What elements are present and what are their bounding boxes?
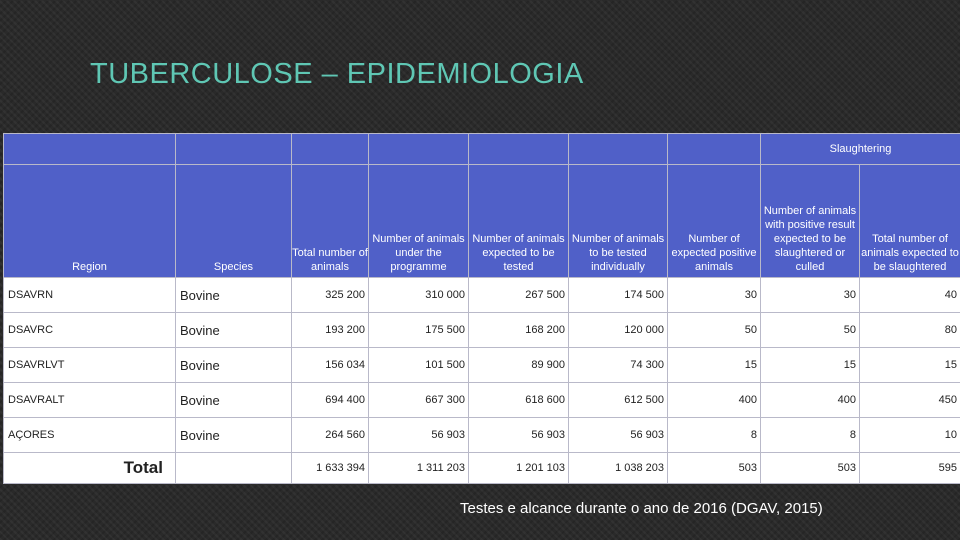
cell-value: 56 903	[569, 418, 668, 453]
cell-value: 264 560	[292, 418, 369, 453]
table-row	[4, 278, 960, 313]
header-spacer	[176, 134, 292, 165]
cell-value: 174 500	[569, 278, 668, 313]
slide-title: TUBERCULOSE – EPIDEMIOLOGIA	[90, 58, 584, 90]
data-table-container	[3, 133, 960, 484]
slide-caption: Testes e alcance durante o ano de 2016 (DGAV, 2015)	[460, 500, 823, 517]
cell-species: Bovine	[176, 348, 292, 383]
total-label: Total	[4, 453, 176, 484]
cell-species: Bovine	[176, 418, 292, 453]
cell-species: Bovine	[176, 313, 292, 348]
column-header-positive-slaughtered: Number of animals with positive result expected to be slaughtered or culled	[761, 165, 860, 278]
total-value: 1 311 203	[369, 453, 469, 484]
column-header-expected-positive: Number of expected positive animals	[668, 165, 761, 278]
cell-region: DSAVRC	[4, 313, 176, 348]
cell-value: 618 600	[469, 383, 569, 418]
table-row	[4, 313, 960, 348]
table-row	[4, 383, 960, 418]
column-header-under-programme: Number of animals under the programme	[369, 165, 469, 278]
cell-empty	[176, 453, 292, 484]
header-spacer	[369, 134, 469, 165]
total-value: 503	[761, 453, 860, 484]
table-row	[4, 348, 960, 383]
column-header-species: Species	[176, 165, 292, 278]
header-row-group	[4, 134, 960, 165]
cell-value: 74 300	[569, 348, 668, 383]
cell-value: 89 900	[469, 348, 569, 383]
cell-value: 193 200	[292, 313, 369, 348]
header-spacer	[569, 134, 668, 165]
cell-value: 450	[860, 383, 960, 418]
cell-value: 612 500	[569, 383, 668, 418]
cell-species: Bovine	[176, 278, 292, 313]
cell-region: DSAVRN	[4, 278, 176, 313]
cell-value: 40	[860, 278, 960, 313]
cell-value: 50	[668, 313, 761, 348]
cell-value: 400	[761, 383, 860, 418]
cell-value: 15	[860, 348, 960, 383]
cell-value: 267 500	[469, 278, 569, 313]
total-value: 595	[860, 453, 960, 484]
total-value: 1 038 203	[569, 453, 668, 484]
cell-value: 120 000	[569, 313, 668, 348]
cell-value: 15	[668, 348, 761, 383]
cell-species: Bovine	[176, 383, 292, 418]
cell-region: DSAVRLVT	[4, 348, 176, 383]
column-header-expected-tested: Number of animals expected to be tested	[469, 165, 569, 278]
cell-region: DSAVRALT	[4, 383, 176, 418]
cell-region: AÇORES	[4, 418, 176, 453]
cell-value: 30	[761, 278, 860, 313]
cell-value: 325 200	[292, 278, 369, 313]
header-spacer	[4, 134, 176, 165]
slaughtering-group-header: Slaughtering	[761, 134, 960, 165]
cell-value: 400	[668, 383, 761, 418]
cell-value: 50	[761, 313, 860, 348]
column-header-total-animals: Total number of animals	[292, 165, 369, 278]
cell-value: 175 500	[369, 313, 469, 348]
cell-value: 10	[860, 418, 960, 453]
cell-value: 56 903	[469, 418, 569, 453]
cell-value: 694 400	[292, 383, 369, 418]
header-spacer	[668, 134, 761, 165]
header-row-columns	[4, 165, 960, 278]
cell-value: 8	[761, 418, 860, 453]
total-value: 1 201 103	[469, 453, 569, 484]
cell-value: 101 500	[369, 348, 469, 383]
cell-value: 15	[761, 348, 860, 383]
table-row	[4, 418, 960, 453]
cell-value: 56 903	[369, 418, 469, 453]
cell-value: 156 034	[292, 348, 369, 383]
cell-value: 310 000	[369, 278, 469, 313]
total-value: 503	[668, 453, 761, 484]
cell-value: 168 200	[469, 313, 569, 348]
column-header-total-slaughtered: Total number of animals expected to be slaughtered	[860, 165, 960, 278]
tuberculosis-data-table	[3, 133, 960, 484]
column-header-region: Region	[4, 165, 176, 278]
total-value: 1 633 394	[292, 453, 369, 484]
cell-value: 8	[668, 418, 761, 453]
cell-value: 667 300	[369, 383, 469, 418]
header-spacer	[292, 134, 369, 165]
total-row	[4, 453, 960, 484]
cell-value: 80	[860, 313, 960, 348]
header-spacer	[469, 134, 569, 165]
column-header-tested-individually: Number of animals to be tested individually	[569, 165, 668, 278]
cell-value: 30	[668, 278, 761, 313]
